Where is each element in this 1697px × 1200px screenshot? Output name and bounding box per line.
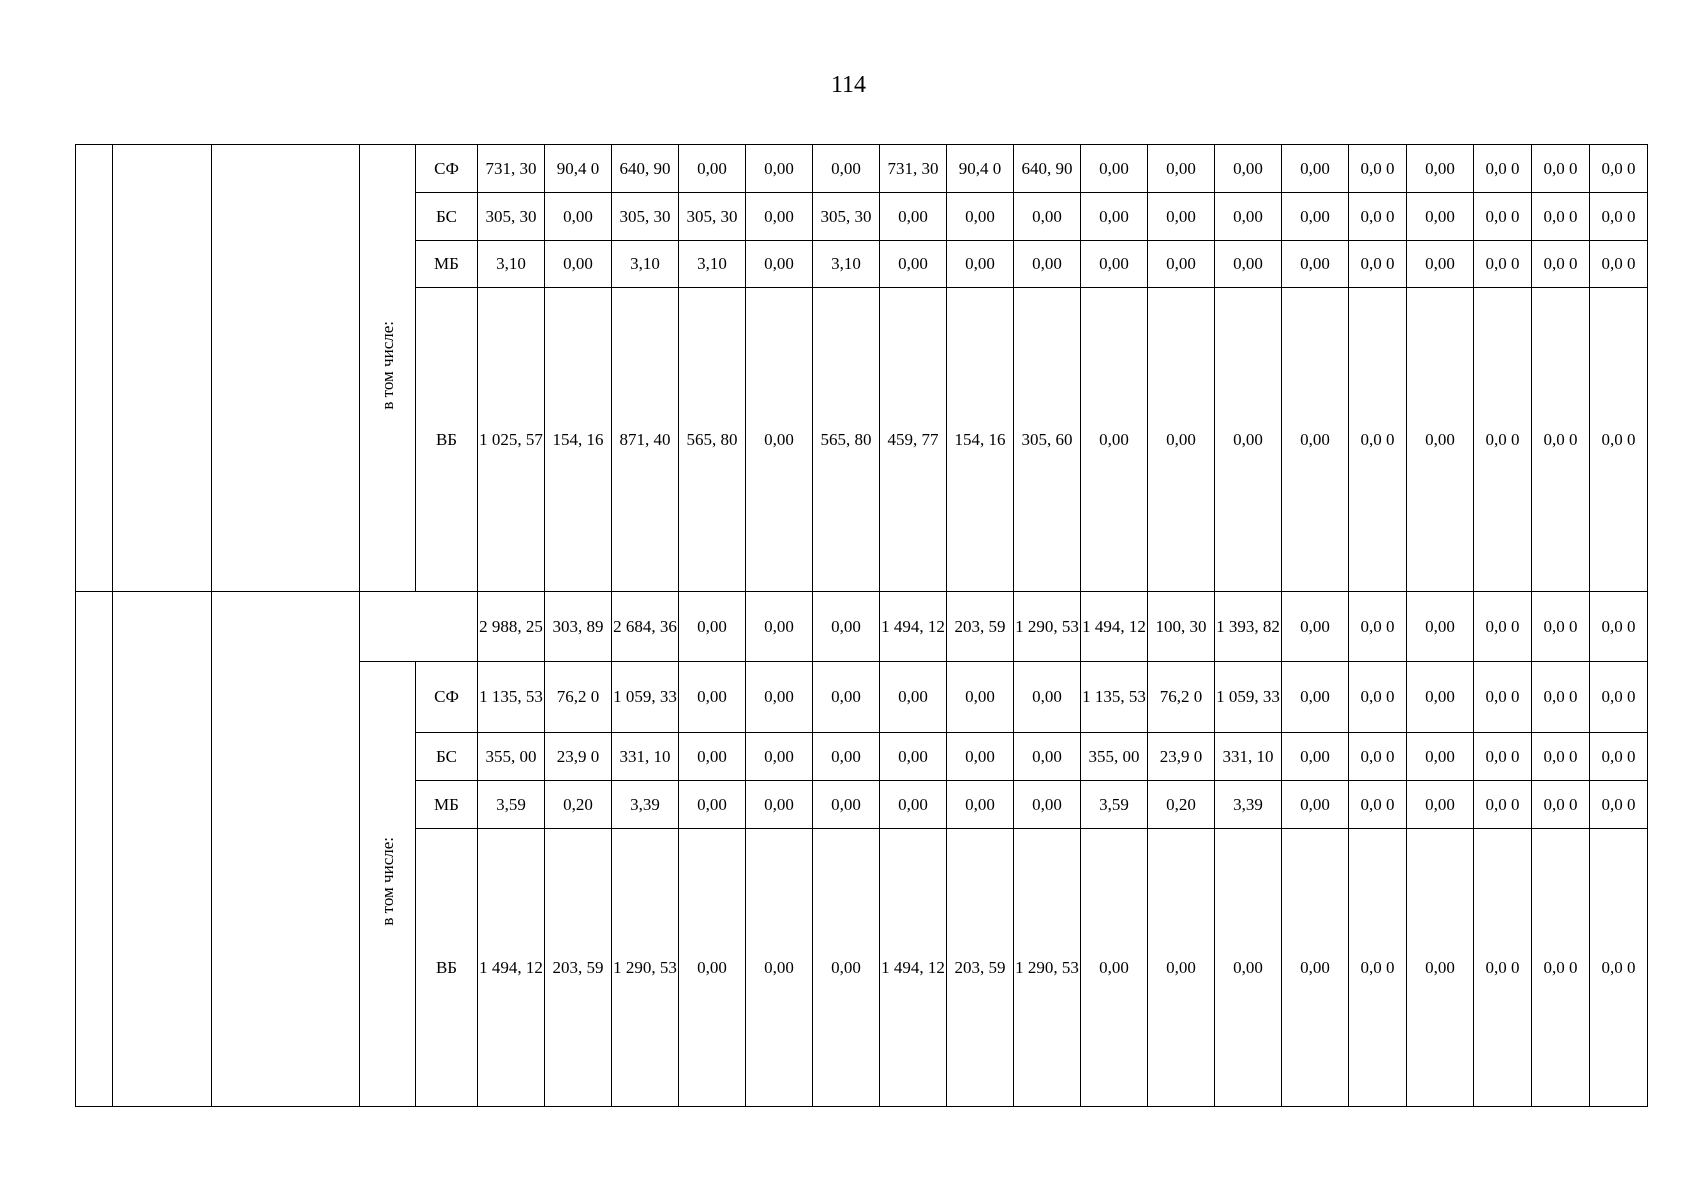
value-cell: 23,9 0 — [1148, 733, 1215, 781]
row-number-cell — [76, 592, 113, 1107]
value-cell: 0,0 0 — [1474, 733, 1532, 781]
value-cell: 0,00 — [679, 145, 746, 193]
value-cell: 0,0 0 — [1349, 781, 1407, 829]
value-cell: 0,0 0 — [1532, 145, 1590, 193]
description-cell — [212, 592, 360, 1107]
value-cell: 0,00 — [1282, 733, 1349, 781]
value-cell: 0,00 — [1081, 193, 1148, 241]
value-cell: 331, 10 — [612, 733, 679, 781]
value-cell: 0,0 0 — [1474, 288, 1532, 592]
value-cell: 0,00 — [813, 829, 880, 1107]
value-cell: 1 494, 12 — [880, 592, 947, 662]
value-cell: 0,00 — [1282, 829, 1349, 1107]
value-cell: 0,00 — [1407, 288, 1474, 592]
value-cell: 3,10 — [612, 241, 679, 288]
value-cell: 0,0 0 — [1532, 829, 1590, 1107]
value-cell: 0,00 — [1148, 145, 1215, 193]
value-cell: 871, 40 — [612, 288, 679, 592]
value-cell: 0,0 0 — [1349, 241, 1407, 288]
value-cell: 100, 30 — [1148, 592, 1215, 662]
value-cell: 0,00 — [1014, 781, 1081, 829]
value-cell: 0,0 0 — [1474, 145, 1532, 193]
value-cell: 0,00 — [947, 662, 1014, 733]
value-cell: 0,00 — [1407, 241, 1474, 288]
value-cell: 0,00 — [1407, 662, 1474, 733]
value-cell: 305, 30 — [679, 193, 746, 241]
value-cell: 0,00 — [1148, 241, 1215, 288]
source-label-cell: БС — [416, 733, 478, 781]
value-cell: 0,00 — [1215, 288, 1282, 592]
value-cell: 0,00 — [679, 829, 746, 1107]
value-cell: 3,10 — [813, 241, 880, 288]
value-cell: 0,0 0 — [1349, 662, 1407, 733]
value-cell: 0,00 — [1148, 829, 1215, 1107]
municipality-cell — [113, 592, 212, 1107]
value-cell: 1 135, 53 — [1081, 662, 1148, 733]
value-cell: 1 059, 33 — [612, 662, 679, 733]
value-cell: 0,00 — [1148, 288, 1215, 592]
including-label: в том числе: — [377, 836, 397, 926]
value-cell: 0,00 — [746, 781, 813, 829]
value-cell: 0,00 — [746, 733, 813, 781]
value-cell: 1 494, 12 — [1081, 592, 1148, 662]
value-cell: 0,00 — [1282, 145, 1349, 193]
value-cell: 0,00 — [1014, 662, 1081, 733]
value-cell: 0,00 — [746, 241, 813, 288]
value-cell: 0,00 — [813, 662, 880, 733]
value-cell: 0,00 — [1407, 829, 1474, 1107]
value-cell: 0,00 — [1215, 829, 1282, 1107]
value-cell: 3,10 — [679, 241, 746, 288]
value-cell: 1 494, 12 — [880, 829, 947, 1107]
value-cell: 0,00 — [1407, 592, 1474, 662]
source-label-cell: СФ — [416, 145, 478, 193]
value-cell: 1 059, 33 — [1215, 662, 1282, 733]
value-cell: 0,00 — [1148, 193, 1215, 241]
value-cell: 731, 30 — [478, 145, 545, 193]
source-label-cell: СФ — [416, 662, 478, 733]
value-cell: 0,00 — [1014, 193, 1081, 241]
value-cell: 76,2 0 — [545, 662, 612, 733]
page-number: 114 — [830, 72, 867, 98]
including-label-cell — [360, 145, 416, 592]
value-cell: 0,00 — [679, 781, 746, 829]
value-cell: 0,00 — [1282, 193, 1349, 241]
municipality-cell — [113, 145, 212, 592]
value-cell: 0,00 — [545, 241, 612, 288]
value-cell: 0,0 0 — [1532, 288, 1590, 592]
value-cell: 0,00 — [813, 592, 880, 662]
value-cell: 0,0 0 — [1590, 145, 1648, 193]
value-cell: 0,00 — [813, 145, 880, 193]
value-cell: 0,00 — [1407, 733, 1474, 781]
value-cell: 0,00 — [1215, 241, 1282, 288]
value-cell: 203, 59 — [947, 829, 1014, 1107]
value-cell: 0,00 — [1081, 288, 1148, 592]
value-cell: 0,0 0 — [1590, 781, 1648, 829]
value-cell: 0,00 — [1407, 193, 1474, 241]
value-cell: 0,0 0 — [1349, 733, 1407, 781]
value-cell: 0,00 — [880, 241, 947, 288]
value-cell: 0,00 — [1215, 145, 1282, 193]
value-cell: 0,00 — [880, 733, 947, 781]
value-cell: 0,00 — [1014, 241, 1081, 288]
value-cell: 1 290, 53 — [1014, 829, 1081, 1107]
description-cell — [212, 145, 360, 592]
value-cell: 0,0 0 — [1532, 733, 1590, 781]
value-cell: 0,0 0 — [1349, 145, 1407, 193]
value-cell: 23,9 0 — [545, 733, 612, 781]
value-cell: 0,00 — [880, 781, 947, 829]
value-cell: 0,00 — [679, 592, 746, 662]
source-label-cell: ВБ — [416, 829, 478, 1107]
value-cell: 1 393, 82 — [1215, 592, 1282, 662]
value-cell: 565, 80 — [679, 288, 746, 592]
value-cell: 3,59 — [478, 781, 545, 829]
value-cell: 0,00 — [880, 662, 947, 733]
value-cell: 3,39 — [1215, 781, 1282, 829]
value-cell: 0,00 — [1282, 662, 1349, 733]
value-cell: 331, 10 — [1215, 733, 1282, 781]
value-cell: 1 290, 53 — [1014, 592, 1081, 662]
value-cell: 565, 80 — [813, 288, 880, 592]
value-cell: 0,00 — [1282, 592, 1349, 662]
value-cell: 0,0 0 — [1532, 592, 1590, 662]
value-cell: 203, 59 — [545, 829, 612, 1107]
value-cell: 0,00 — [947, 241, 1014, 288]
value-cell: 90,4 0 — [947, 145, 1014, 193]
value-cell: 90,4 0 — [545, 145, 612, 193]
total-label-cell — [360, 592, 478, 662]
value-cell: 0,00 — [947, 193, 1014, 241]
including-label: в том числе: — [377, 320, 397, 410]
value-cell: 0,00 — [1014, 733, 1081, 781]
value-cell: 2 988, 25 — [478, 592, 545, 662]
value-cell: 0,00 — [679, 733, 746, 781]
value-cell: 0,00 — [545, 193, 612, 241]
value-cell: 0,0 0 — [1590, 592, 1648, 662]
value-cell: 0,00 — [1282, 781, 1349, 829]
value-cell: 0,00 — [813, 733, 880, 781]
value-cell: 0,0 0 — [1474, 193, 1532, 241]
value-cell: 0,00 — [1407, 781, 1474, 829]
value-cell: 0,0 0 — [1590, 829, 1648, 1107]
value-cell: 305, 30 — [813, 193, 880, 241]
value-cell: 0,00 — [746, 288, 813, 592]
value-cell: 731, 30 — [880, 145, 947, 193]
value-cell: 0,0 0 — [1349, 592, 1407, 662]
value-cell: 0,0 0 — [1474, 781, 1532, 829]
value-cell: 0,0 0 — [1532, 241, 1590, 288]
value-cell: 0,00 — [947, 733, 1014, 781]
value-cell: 0,00 — [813, 781, 880, 829]
value-cell: 0,0 0 — [1532, 662, 1590, 733]
value-cell: 0,0 0 — [1590, 733, 1648, 781]
value-cell: 0,0 0 — [1474, 241, 1532, 288]
including-label-cell — [360, 662, 416, 1107]
table-row — [76, 592, 1648, 662]
value-cell: 0,00 — [746, 145, 813, 193]
value-cell: 1 025, 57 — [478, 288, 545, 592]
budget-table — [75, 144, 1648, 1107]
value-cell: 203, 59 — [947, 592, 1014, 662]
value-cell: 0,20 — [1148, 781, 1215, 829]
value-cell: 305, 30 — [478, 193, 545, 241]
value-cell: 0,00 — [679, 662, 746, 733]
value-cell: 0,00 — [746, 592, 813, 662]
value-cell: 640, 90 — [1014, 145, 1081, 193]
value-cell: 0,0 0 — [1474, 592, 1532, 662]
value-cell: 0,20 — [545, 781, 612, 829]
value-cell: 1 135, 53 — [478, 662, 545, 733]
value-cell: 0,00 — [1282, 288, 1349, 592]
value-cell: 0,0 0 — [1532, 781, 1590, 829]
value-cell: 0,00 — [1282, 241, 1349, 288]
value-cell: 154, 16 — [947, 288, 1014, 592]
value-cell: 355, 00 — [1081, 733, 1148, 781]
value-cell: 0,0 0 — [1474, 662, 1532, 733]
source-label-cell: МБ — [416, 781, 478, 829]
value-cell: 154, 16 — [545, 288, 612, 592]
value-cell: 2 684, 36 — [612, 592, 679, 662]
value-cell: 0,00 — [746, 662, 813, 733]
value-cell: 355, 00 — [478, 733, 545, 781]
value-cell: 0,00 — [1081, 829, 1148, 1107]
value-cell: 0,0 0 — [1474, 829, 1532, 1107]
value-cell: 305, 30 — [612, 193, 679, 241]
value-cell: 3,39 — [612, 781, 679, 829]
value-cell: 3,59 — [1081, 781, 1148, 829]
value-cell: 1 494, 12 — [478, 829, 545, 1107]
value-cell: 640, 90 — [612, 145, 679, 193]
value-cell: 303, 89 — [545, 592, 612, 662]
value-cell: 0,0 0 — [1590, 241, 1648, 288]
value-cell: 459, 77 — [880, 288, 947, 592]
value-cell: 0,00 — [1407, 145, 1474, 193]
value-cell: 0,0 0 — [1532, 193, 1590, 241]
table-row — [76, 145, 1648, 193]
value-cell: 0,0 0 — [1590, 193, 1648, 241]
value-cell: 0,00 — [880, 193, 947, 241]
value-cell: 0,0 0 — [1349, 288, 1407, 592]
source-label-cell: БС — [416, 193, 478, 241]
value-cell: 0,0 0 — [1349, 829, 1407, 1107]
value-cell: 1 290, 53 — [612, 829, 679, 1107]
value-cell: 0,00 — [746, 193, 813, 241]
value-cell: 305, 60 — [1014, 288, 1081, 592]
value-cell: 0,0 0 — [1590, 288, 1648, 592]
value-cell: 0,00 — [1081, 145, 1148, 193]
value-cell: 3,10 — [478, 241, 545, 288]
value-cell: 76,2 0 — [1148, 662, 1215, 733]
value-cell: 0,00 — [1081, 241, 1148, 288]
value-cell: 0,0 0 — [1349, 193, 1407, 241]
source-label-cell: ВБ — [416, 288, 478, 592]
value-cell: 0,00 — [1215, 193, 1282, 241]
value-cell: 0,0 0 — [1590, 662, 1648, 733]
value-cell: 0,00 — [947, 781, 1014, 829]
source-label-cell: МБ — [416, 241, 478, 288]
row-number-cell — [76, 145, 113, 592]
value-cell: 0,00 — [746, 829, 813, 1107]
